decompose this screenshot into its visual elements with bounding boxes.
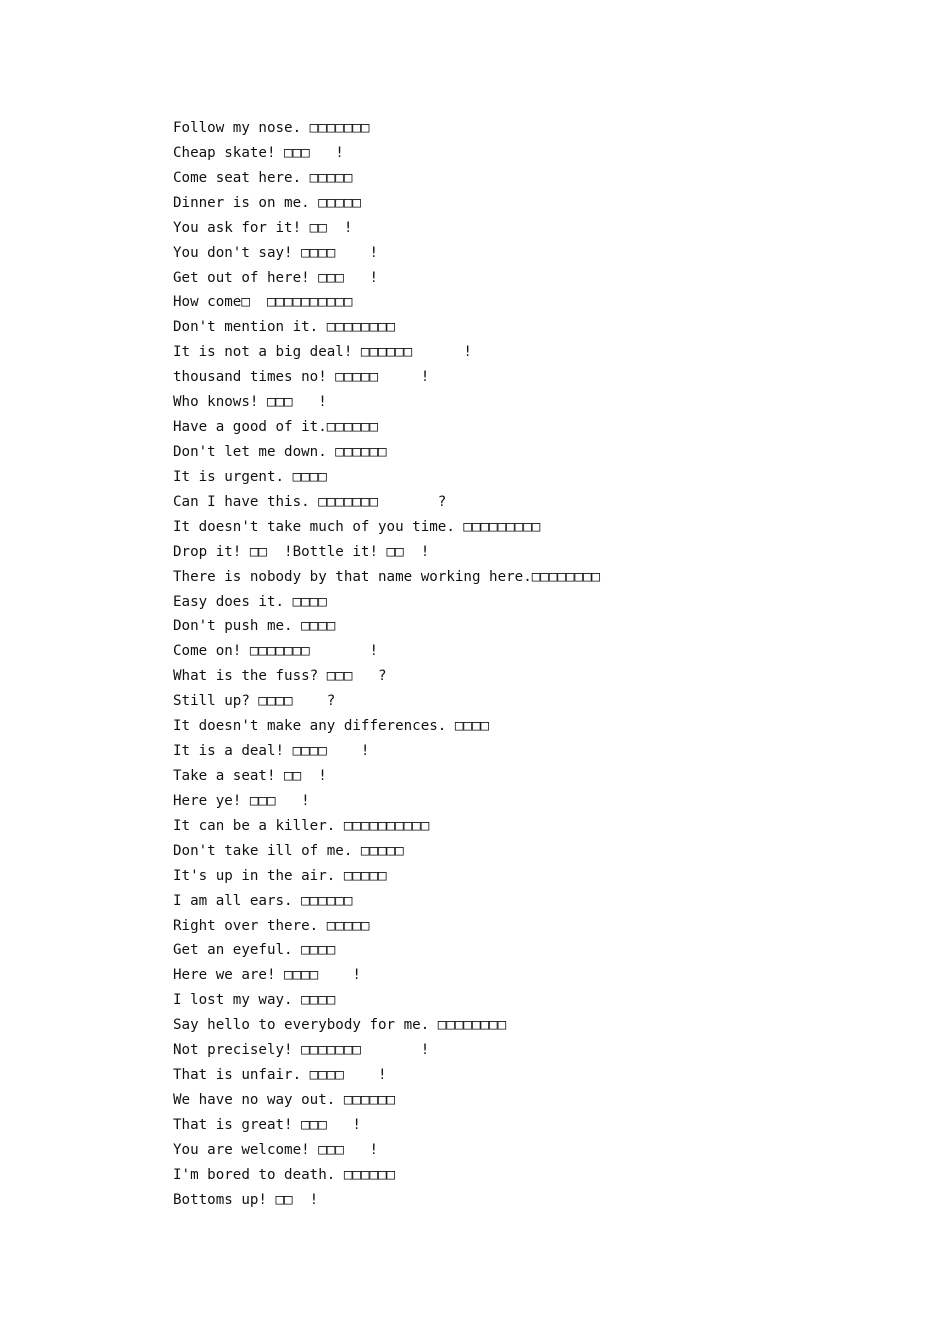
phrase-line: What is the fuss? □□□ ? bbox=[173, 668, 387, 685]
phrase-line: Come seat here. □□□□□ bbox=[173, 169, 353, 186]
phrase-line: Cheap skate! □□□ ! bbox=[173, 144, 344, 161]
phrase-line: Get out of here! □□□ ! bbox=[173, 269, 378, 286]
phrase-line: Come on! □□□□□□□ ! bbox=[173, 643, 378, 660]
phrase-line: Easy does it. □□□□ bbox=[173, 593, 327, 610]
phrase-list bbox=[173, 116, 893, 1213]
phrase-line: Here we are! □□□□ ! bbox=[173, 967, 361, 984]
phrase-line: Here ye! □□□ ! bbox=[173, 792, 310, 809]
phrase-line: It is not a big deal! □□□□□□ ! bbox=[173, 344, 472, 361]
phrase-line: It can be a killer. □□□□□□□□□□ bbox=[173, 817, 430, 834]
phrase-line: Still up? □□□□ ? bbox=[173, 693, 336, 710]
phrase-line: You ask for it! □□ ! bbox=[173, 219, 353, 236]
phrase-line: Say hello to everybody for me. □□□□□□□□ bbox=[173, 1017, 507, 1034]
phrase-line: It's up in the air. □□□□□ bbox=[173, 867, 387, 884]
phrase-line: Don't take ill of me. □□□□□ bbox=[173, 842, 404, 859]
phrase-line: Don't push me. □□□□ bbox=[173, 618, 336, 635]
phrase-line: Have a good of it.□□□□□□ bbox=[173, 419, 378, 436]
phrase-line: Right over there. □□□□□ bbox=[173, 917, 370, 934]
phrase-line: That is unfair. □□□□ ! bbox=[173, 1067, 387, 1084]
phrase-line: You are welcome! □□□ ! bbox=[173, 1141, 378, 1158]
phrase-line: Bottoms up! □□ ! bbox=[173, 1191, 319, 1208]
phrase-line: We have no way out. □□□□□□ bbox=[173, 1091, 396, 1108]
phrase-line: It is urgent. □□□□ bbox=[173, 468, 327, 485]
phrase-line: Get an eyeful. □□□□ bbox=[173, 942, 336, 959]
phrase-line: It is a deal! □□□□ ! bbox=[173, 743, 370, 760]
phrase-line: Take a seat! □□ ! bbox=[173, 767, 327, 784]
phrase-line: Dinner is on me. □□□□□ bbox=[173, 194, 361, 211]
phrase-line: That is great! □□□ ! bbox=[173, 1116, 361, 1133]
phrase-line: Not precisely! □□□□□□□ ! bbox=[173, 1042, 430, 1059]
phrase-line: It doesn't make any differences. □□□□ bbox=[173, 718, 490, 735]
phrase-line: Who knows! □□□ ! bbox=[173, 394, 327, 411]
phrase-line: I lost my way. □□□□ bbox=[173, 992, 336, 1009]
phrase-line: There is nobody by that name working here.□□□□□□□□ bbox=[173, 568, 601, 585]
phrase-line: Don't let me down. □□□□□□ bbox=[173, 443, 387, 460]
phrase-line: thousand times no! □□□□□ ! bbox=[173, 369, 430, 386]
phrase-line: I'm bored to death. □□□□□□ bbox=[173, 1166, 396, 1183]
phrase-line: Follow my nose. □□□□□□□ bbox=[173, 120, 370, 136]
phrase-line: I am all ears. □□□□□□ bbox=[173, 892, 353, 909]
phrase-line: Don't mention it. □□□□□□□□ bbox=[173, 319, 396, 336]
phrase-line: You don't say! □□□□ ! bbox=[173, 244, 378, 261]
phrase-line: How come□ □□□□□□□□□□ bbox=[173, 294, 353, 311]
phrase-line: It doesn't take much of you time. □□□□□□□□□ bbox=[173, 518, 541, 535]
phrase-line: Drop it! □□ !Bottle it! □□ ! bbox=[173, 543, 430, 560]
phrase-line: Can I have this. □□□□□□□ ? bbox=[173, 493, 447, 510]
